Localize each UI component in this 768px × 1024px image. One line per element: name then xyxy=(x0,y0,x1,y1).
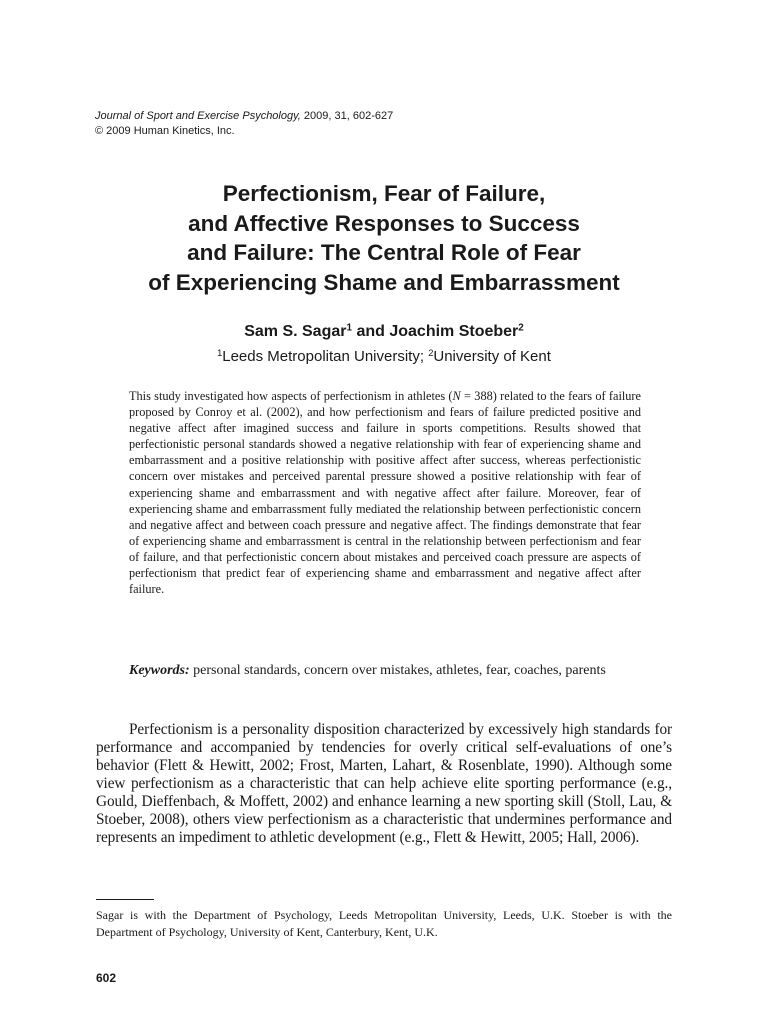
affiliation-text: University of Kent xyxy=(433,348,551,365)
abstract-text: = 388) related to the fears of failure proposed by Conroy et al. (2002), and how perfectionism and fears of failure predicted positive and negative affect after imagined success and failure in sports competitions. Results showed that perfectionistic personal standards showed a negative relationship with fear of experiencing shame and embarrassment and a positive relationship with positive affect after success, whereas perfectionistic concern over mistakes and perceived parental pressure showed a positive relationship with fear of experiencing shame and embarrassment and with negative affect after failure. Moreover, fear of experiencing shame and embarrassment fully mediated the relationship between perfectionistic concern and negative affect and between coach pressure and negative affect. The findings demonstrate that fear of experiencing shame and embarrassment is central in the relationship between perfectionism and fear of failure, and that perfectionistic concern about mistakes and perceived coach pressure are aspects of perfectionism that predict fear of experiencing shame and embarrassment and negative affect after failure. xyxy=(129,389,641,597)
article-title xyxy=(60,179,708,297)
affiliation-mark: 1 xyxy=(217,347,223,358)
keywords-label: Keywords: xyxy=(129,663,190,678)
title-line: and Affective Responses to Success xyxy=(188,210,580,236)
author-conjunction: and xyxy=(352,323,390,340)
author-name: Joachim Stoeber xyxy=(389,323,519,340)
journal-header xyxy=(95,109,393,139)
author-footnote: Sagar is with the Department of Psychology, Leeds Metropolitan University, Leeds, U.K. Stoeber is with the Department of Psychology, University of Kent, Canterbury, Kent, U.K. xyxy=(96,908,672,939)
citation-line xyxy=(95,109,393,124)
abstract-text: This study investigated how aspects of perfectionism in athletes ( xyxy=(129,389,453,403)
page-number: 602 xyxy=(96,971,117,985)
journal-citation: 2009, 31, 602-627 xyxy=(300,110,394,122)
author-affiliation-mark: 1 xyxy=(346,322,352,334)
author-list xyxy=(0,322,768,342)
keywords xyxy=(129,662,641,680)
affiliation-mark: 2 xyxy=(428,347,434,358)
author-affiliation-mark: 2 xyxy=(518,322,524,334)
abstract xyxy=(129,388,641,597)
title-line: Perfectionism, Fear of Failure, xyxy=(222,181,546,206)
sample-size-symbol: N xyxy=(452,389,461,403)
title-line: and Failure: The Central Role of Fear xyxy=(187,240,581,265)
body-paragraph: Perfectionism is a personality disposition characterized by excessively high standards for performance and accompanied by tendencies for overly critical self-evaluations of one’s behavior (Flett & Hewitt, 2002; Frost, Marten, Lahart, & Rosenblate, 1990). Although some view perfectionism as a characteristic that can help achieve elite sporting performance (e.g., Gould, Dieffenbach, & Moffett, 2002) and enhance learning a new sporting skill (Stoll, Lau, & Stoeber, 2008), others view perfectionism as a characteristic that undermines performance and represents an impediment to athletic development (e.g., Flett & Hewitt, 2005; Hall, 2006). xyxy=(96,721,672,846)
keywords-text: personal standards, concern over mistakes, athletes, fear, coaches, parents xyxy=(189,663,606,678)
journal-name: Journal of Sport and Exercise Psychology, xyxy=(95,110,301,122)
footnote-divider xyxy=(96,899,154,900)
affiliation-text: Leeds Metropolitan University; xyxy=(222,348,429,365)
title-line: of Experiencing Shame and Embarrassment xyxy=(148,269,620,295)
affiliations xyxy=(0,347,768,367)
copyright-line: © 2009 Human Kinetics, Inc. xyxy=(95,125,235,137)
author-name: Sam S. Sagar xyxy=(244,323,347,340)
